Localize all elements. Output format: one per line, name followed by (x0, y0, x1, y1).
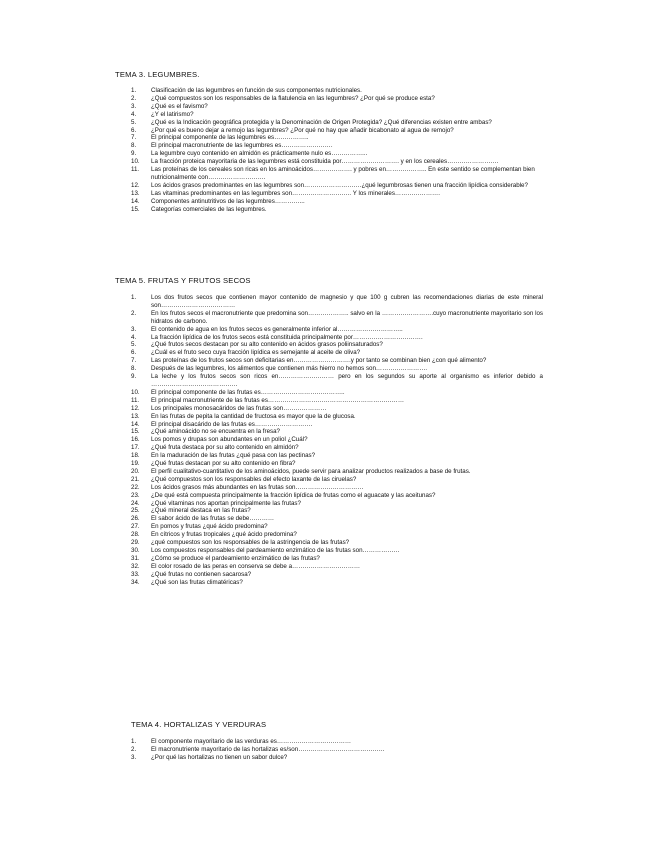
question-item (131, 579, 543, 587)
question-number: 9. (131, 150, 137, 158)
question-item (131, 198, 543, 206)
question-number: 19. (131, 460, 140, 468)
question-number: 2. (131, 745, 137, 753)
question-text: En la maduración de las frutas ¿qué pasa con las pectinas? (151, 452, 316, 460)
question-number: 13. (131, 189, 140, 197)
question-number: 4. (131, 333, 137, 341)
question-item (131, 341, 543, 349)
question-item (131, 397, 543, 405)
question-number: 12. (131, 404, 140, 412)
question-number: 3. (131, 102, 137, 110)
question-text: Después de las legumbres, los alimentos que contienen más hierro no hemos son……………………. (151, 365, 428, 373)
question-number: 11. (131, 396, 140, 404)
question-number: 22. (131, 483, 140, 491)
question-item (131, 134, 543, 142)
question-text: Categorías comerciales de las legumbres. (151, 205, 267, 213)
question-list-hortalizas (131, 738, 543, 762)
question-item (131, 357, 543, 365)
question-number: 3. (131, 325, 137, 333)
question-item (131, 738, 543, 746)
question-text: El componente mayoritario de las verduras es……………………………… (151, 738, 352, 745)
question-number: 15. (131, 428, 140, 436)
question-number: 10. (131, 388, 140, 396)
question-text: El principal macronutriente de las legumbres es……………………. (151, 142, 333, 150)
question-text: Las proteínas de los cereales son ricas en los aminoácidos………………. y pobres en……………….. En este sentido se complementan bien nutricionalmente con………………………. (151, 166, 535, 181)
question-text: ¿Cuál es el fruto seco cuya fracción lipídica es semejante al aceite de oliva? (151, 349, 361, 357)
question-item (131, 190, 543, 198)
question-text: ¿Cómo se produce el pardeamiento enzimático de las frutas? (151, 554, 320, 562)
question-text: El perfil cualitativo-cuantitativo de los aminoácidos, puede servir para analizar productos realizados a base de frutas. (151, 467, 471, 475)
question-item (131, 111, 543, 119)
question-item (131, 476, 543, 484)
question-text: ¿Qué compuestos son los responsables de la flatulencia en las legumbres? ¿Por qué se produce esta? (151, 94, 435, 102)
question-text: La legumbre cuyo contenido en almidón es prácticamente nulo es……………... (151, 150, 368, 158)
question-text: Los principales monosacáridos de las frutas son………………… (151, 404, 327, 412)
question-number: 18. (131, 452, 140, 460)
question-number: 14. (131, 197, 140, 205)
question-text: ¿Por qué las hortalizas no tienen un sabor dulce? (151, 753, 288, 761)
question-text: Componentes antinutritivos de las legumbres…………... (151, 197, 305, 205)
question-item (131, 484, 543, 492)
question-text: ¿Qué es el favismo? (151, 102, 208, 110)
question-text: Clasificación de las legumbres en función de sus componentes nutricionales. (151, 87, 362, 94)
question-number: 2. (131, 309, 137, 317)
question-number: 8. (131, 142, 137, 150)
question-text: ¿Por qué es bueno dejar a remojo las legumbres? ¿Por qué no hay que añadir bicabonato al agua de remojo? (151, 126, 454, 134)
section-title-frutas: TEMA 5. FRUTAS Y FRUTOS SECOS (115, 276, 251, 285)
question-text: ¿Qué frutas destacan por su alto contenido en fibra? (151, 460, 296, 468)
question-number: 11. (131, 166, 140, 174)
question-number: 31. (131, 554, 140, 562)
question-number: 14. (131, 420, 140, 428)
question-item (131, 555, 543, 563)
question-item (131, 87, 543, 95)
question-number: 28. (131, 531, 140, 539)
question-item (131, 421, 543, 429)
question-item (131, 150, 543, 158)
question-text: La leche y los frutos secos son ricos en……………………… pero en los segundos su aporte al organismo es inferior debido a …………………………………… (151, 373, 543, 388)
question-number: 8. (131, 365, 137, 373)
question-number: 20. (131, 467, 140, 475)
question-item (131, 405, 543, 413)
question-number: 9. (131, 373, 137, 381)
question-item (131, 326, 543, 334)
question-text: El principal disacárido de las frutas es………………………. (151, 420, 313, 428)
question-number: 21. (131, 475, 140, 483)
question-item (131, 373, 543, 389)
question-item (131, 436, 543, 444)
question-item (131, 310, 543, 326)
question-text: ¿Qué fruta destaca por su alto contenido en almidón? (151, 444, 299, 452)
question-text: ¿Qué aminoácido no se encuentra en la fresa? (151, 428, 280, 436)
question-text: En los frutos secos el macronutriente que predomina son……………….. salvo en la …………………….cuyo macronutriente mayoritario son los hidratos de carbono. (151, 309, 543, 325)
question-number: 1. (131, 738, 137, 745)
question-item (131, 334, 543, 342)
question-item (131, 563, 543, 571)
question-item (131, 428, 543, 436)
question-item (131, 413, 543, 421)
question-item (131, 547, 543, 555)
question-text: El sabor ácido de las frutas se debe………… (151, 515, 275, 523)
question-item (131, 539, 543, 547)
question-number: 26. (131, 515, 140, 523)
question-number: 12. (131, 181, 140, 189)
question-text: El principal componente de las legumbres es…………….. (151, 134, 309, 142)
question-number: 6. (131, 126, 137, 134)
question-item (131, 95, 543, 103)
question-item (131, 746, 543, 754)
question-item (131, 206, 543, 214)
question-text: ¿qué compuestos son los responsables de la astringencia de las frutas? (151, 539, 350, 547)
question-item (131, 444, 543, 452)
question-number: 30. (131, 547, 140, 554)
question-text: Las vitaminas predominantes en las legumbres son……………………….. Y los minerales…………………. (151, 189, 440, 197)
question-number: 24. (131, 499, 140, 507)
question-number: 10. (131, 158, 140, 166)
question-item (131, 365, 543, 373)
question-item (131, 531, 543, 539)
question-list-frutas (131, 294, 543, 587)
question-text: ¿Qué vitaminas nos aportan principalmente las frutas? (151, 499, 301, 507)
question-number: 29. (131, 539, 140, 547)
question-text: ¿Qué compuestos son los responsables del efecto laxante de las ciruelas? (151, 475, 357, 483)
question-item (131, 182, 543, 190)
question-item (131, 460, 543, 468)
question-number: 33. (131, 570, 140, 578)
question-item (131, 103, 543, 111)
question-text: ¿De qué está compuesta principalmente la fracción lipídica de frutas como el aguacate y las aceitunas? (151, 491, 436, 499)
question-text: ¿Qué mineral destaca en las frutas? (151, 507, 251, 515)
question-item (131, 492, 543, 500)
question-text: El contenido de agua en los frutos secos es generalmente inferior al………………………….. (151, 325, 403, 333)
question-number: 34. (131, 578, 140, 586)
question-text: El macronutriente mayoritario de las hortalizas es/son…………………………………… (151, 745, 385, 753)
question-number: 2. (131, 94, 137, 102)
question-item (131, 571, 543, 579)
question-number: 27. (131, 523, 140, 531)
question-text: Los ácidos grasos más abundantes en las frutas son…………………………… (151, 483, 364, 491)
question-number: 23. (131, 491, 140, 499)
question-item (131, 349, 543, 357)
question-item (131, 452, 543, 460)
question-item (131, 158, 543, 166)
question-number: 3. (131, 753, 137, 761)
question-number: 6. (131, 349, 137, 357)
question-item (131, 389, 543, 397)
question-item (131, 166, 543, 182)
question-text: El principal macronutriente de las frutas es………………………………………………………… (151, 396, 405, 404)
question-text: En las frutas de pepita la cantidad de fructosa es mayor que la de glucosa. (151, 412, 356, 420)
question-number: 25. (131, 507, 140, 515)
question-text: El principal componente de las frutas es………………………………….. (151, 388, 345, 396)
question-item (131, 500, 543, 508)
question-text: ¿Y el latirismo? (151, 110, 194, 118)
question-number: 15. (131, 205, 140, 213)
question-text: Los pomos y drupas son abundantes en un poliol ¿Cuál? (151, 436, 308, 444)
question-text: La fracción lipídica de los frutos secos está constituida principalmente por……………………………. (151, 333, 423, 341)
question-text: En pomos y frutas ¿qué ácido predomina? (151, 523, 268, 531)
question-text: Los dos frutos secos que contienen mayor contenido de magnesio y que 100 g cubren las recomendaciones diarias de este mineral son……………………………… (151, 294, 543, 309)
question-item (131, 468, 543, 476)
question-text: Los compuestos responsables del pardeamiento enzimático de las frutas son……………… (151, 547, 400, 554)
section-title-hortalizas: TEMA 4. HORTALIZAS Y VERDURAS (131, 720, 267, 729)
question-number: 4. (131, 110, 137, 118)
question-number: 1. (131, 87, 137, 94)
question-item (131, 142, 543, 150)
question-item (131, 127, 543, 135)
question-list-legumbres (131, 87, 543, 214)
question-number: 1. (131, 294, 137, 301)
question-number: 32. (131, 562, 140, 570)
question-number: 5. (131, 341, 137, 349)
section-title-legumbres: TEMA 3. LEGUMBRES. (115, 70, 200, 79)
question-number: 7. (131, 357, 137, 365)
question-text: Los ácidos grasos predominantes en las legumbres son……………………….¿qué legumbrosas tienen una fracción lipídica considerable? (151, 181, 528, 189)
question-item (131, 507, 543, 515)
question-number: 13. (131, 412, 140, 420)
question-text: ¿Qué frutas no contienen sacarosa? (151, 570, 252, 578)
question-text: Las proteínas de los frutos secos son deficitarias en……………………….y por tanto se combinan bien ¿con qué alimento? (151, 357, 487, 365)
question-number: 7. (131, 134, 137, 142)
question-number: 16. (131, 436, 140, 444)
question-item (131, 119, 543, 127)
question-number: 17. (131, 444, 140, 452)
question-number: 5. (131, 118, 137, 126)
question-text: ¿Qué frutos secos destacan por su alto contenido en ácidos grasos poliinsaturados? (151, 341, 383, 349)
question-item (131, 754, 543, 762)
question-text: El color rosado de las peras en conserva se debe a…………………………… (151, 562, 361, 570)
question-text: ¿Qué son las frutas climatéricas? (151, 578, 243, 586)
question-text: La fracción proteica mayoritaria de las legumbres está constituida por………………………. y en los cereales……………………. (151, 158, 499, 166)
question-text: ¿Qué es la Indicación geográfica protegida y la Denominación de Origen Protegida? ¿Qué diferencias existen entre ambas? (151, 118, 492, 126)
question-text: En cítricos y frutas tropicales ¿qué ácido predomina? (151, 531, 297, 539)
question-item (131, 523, 543, 531)
question-item (131, 294, 543, 310)
question-item (131, 515, 543, 523)
